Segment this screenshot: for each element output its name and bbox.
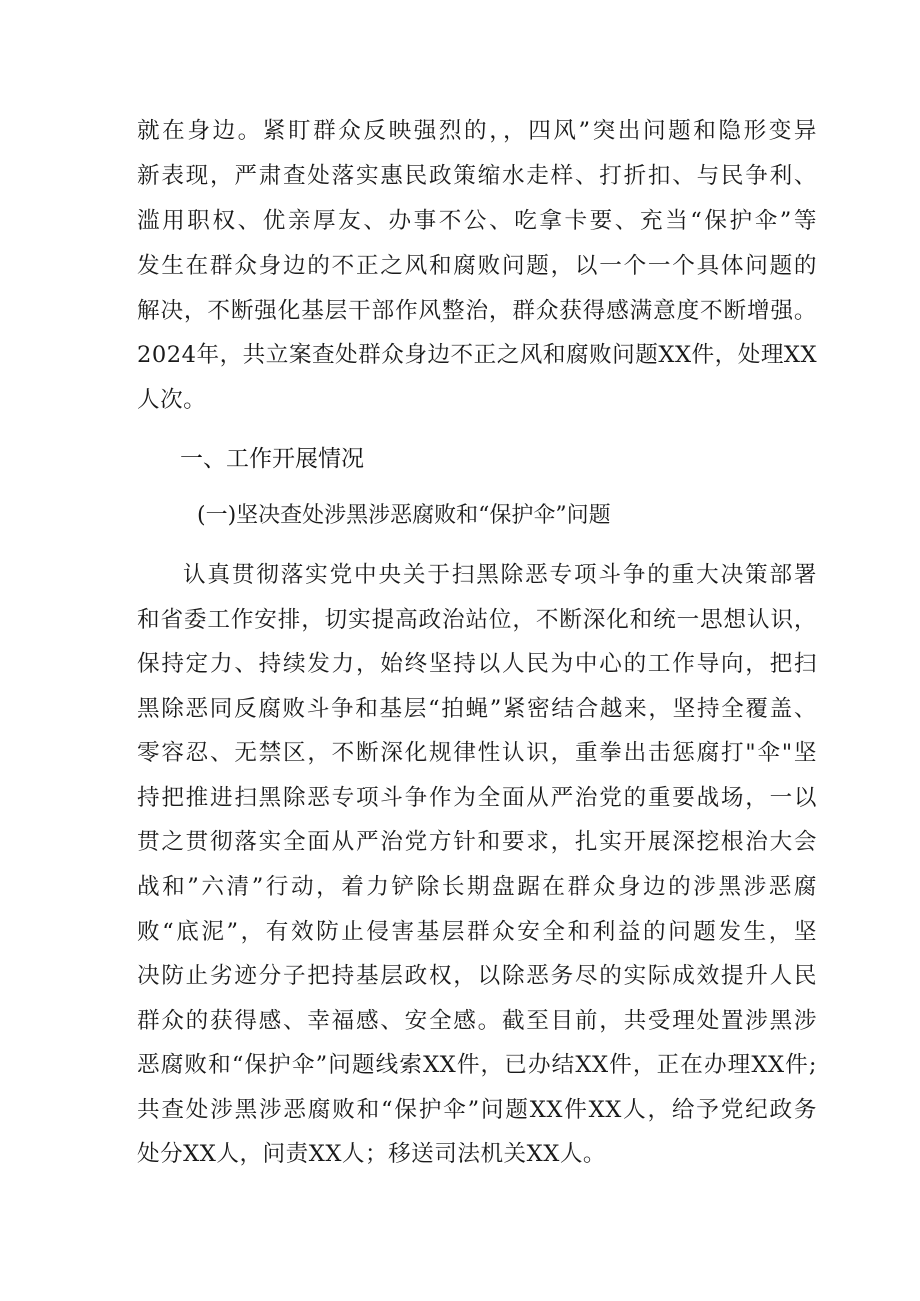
body-line-4: 黑除恶同反腐败斗争和基层“拍蝇”紧密结合越来，坚持全覆盖、	[137, 696, 817, 722]
body-line-13: 共查处涉黑涉恶腐败和“保护伞”问题XX件XX人，给予党纪政务	[137, 1097, 817, 1123]
body-line-6: 持把推进扫黑除恶专项斗争作为全面从严治党的重要战场，一以	[137, 785, 817, 811]
intro-line-3: 滥用职权、优亲厚友、办事不公、吃拿卡要、充当“保护伞”等	[137, 208, 817, 234]
intro-line-4: 发生在群众身边的不正之风和腐败问题，以一个一个具体问题的	[137, 253, 817, 279]
body-line-8: 战和”六清”行动，着力铲除长期盘踞在群众身边的涉黑涉恶腐	[137, 874, 817, 900]
body-line-11: 群众的获得感、幸福感、安全感。截至目前，共受理处置涉黑涉	[137, 1008, 817, 1034]
body-line-3: 保持定力、持续发力，始终坚持以人民为中心的工作导向，把扫	[137, 651, 817, 677]
body-line-9: 败“底泥”，有效防止侵害基层群众安全和利益的问题发生，坚	[137, 919, 817, 945]
body-line-12: 恶腐败和“保护伞”问题线索XX件，已办结XX件，正在办理XX件;	[137, 1052, 817, 1078]
intro-line-7: 人次。	[137, 387, 207, 413]
body-line-1: 认真贯彻落实党中央关于扫黑除恶专项斗争的重大决策部署	[183, 562, 817, 588]
body-line-10: 决防止劣迹分子把持基层政权，以除恶务尽的实际成效提升人民	[137, 963, 817, 989]
body-line-7: 贯之贯彻落实全面从严治党方针和要求，扎实开展深挖根治大会	[137, 829, 817, 855]
body-line-2: 和省委工作安排，切实提高政治站位，不断深化和统一思想认识，	[137, 607, 817, 633]
intro-line-6: 2024年，共立案查处群众身边不正之风和腐败问题XX件，处理XX	[137, 342, 818, 368]
intro-line-2: 新表现，严肃查处落实惠民政策缩水走样、打折扣、与民争利、	[137, 163, 817, 189]
body-line-5: 零容忍、无禁区，不断深化规律性认识，重拳出击惩腐打"伞"坚	[137, 740, 817, 766]
body-line-14: 处分XX人，问责XX人；移送司法机关XX人。	[137, 1141, 607, 1167]
subsection-heading: (一)坚决查处涉黑涉恶腐败和“保护伞”问题	[197, 503, 611, 528]
section-heading: 一、工作开展情况	[180, 446, 364, 472]
intro-line-5: 解决，不断强化基层干部作风整治，群众获得感满意度不断增强。	[137, 298, 817, 324]
intro-line-1: 就在身边。紧盯群众反映强烈的，，四风”突出问题和隐形变异	[137, 118, 817, 144]
